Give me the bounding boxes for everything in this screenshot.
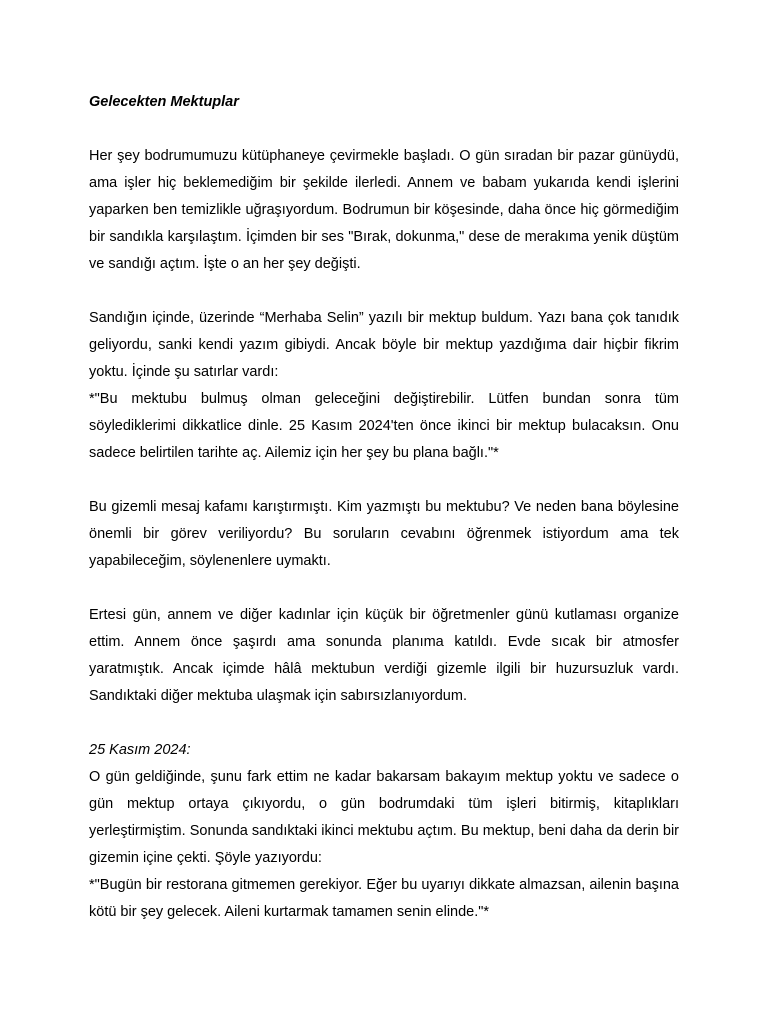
spacer xyxy=(89,710,679,737)
document-page xyxy=(89,89,679,926)
paragraph-basement: Her şey bodrumumuzu kütüphaneye çevirmekle başladı. O gün sıradan bir pazar günüydü, ama işler hiç beklemediğim bir şekilde ilerledi. Annem ve babam yukarıda kendi işlerini yaparken ben temizlikle uğraşıyordum. Bodrumun bir köşesinde, daha önce hiç görmediğim bir sandıkla karşılaştım. İçimden bir ses "Bırak, dokunma," dese de merakıma yenik düştüm ve sandığı açtım. İşte o an her şey değişti. xyxy=(89,148,679,272)
spacer xyxy=(89,116,679,143)
paragraph-teachers-day: Ertesi gün, annem ve diğer kadınlar için küçük bir öğretmenler günü kutlaması organize ettim. Annem önce şaşırdı ama sonunda planıma katıldı. Evde sıcak bir atmosfer yaratmıştık. Ancak içimde hâlâ mektubun verdiği gizemle ilgili bir huzursuzluk vardı. Sandıktaki diğer mektuba ulaşmak için sabırsızlanıyordum. xyxy=(89,607,679,704)
paragraph-second-letter-quote: *"Bugün bir restorana gitmemen gerekiyor. Eğer bu uyarıyı dikkate almazsan, ailenin başına kötü bir şey gelecek. Aileni kurtarmak tamamen senin elinde."* xyxy=(89,877,679,920)
paragraph-second-letter: O gün geldiğinde, şunu fark ettim ne kadar bakarsam bakayım mektup yoktu ve sadece o gün mektup ortaya çıkıyordu, o gün bodrumdaki tüm işleri bitirmiş, kitaplıkları yerleştirmiştim. Sonunda sandıktaki ikinci mektubu açtım. Bu mektup, beni daha da derin bir gizemin içine çekti. Şöyle yazıyordu: xyxy=(89,769,679,866)
spacer xyxy=(89,575,679,602)
paragraph-confusion: Bu gizemli mesaj kafamı karıştırmıştı. Kim yazmıştı bu mektubu? Ve neden bana böylesine önemli bir görev veriliyordu? Bu soruların cevabını öğrenmek istiyordum ama tek yapabileceğim, söylenenlere uymaktı. xyxy=(89,499,679,569)
document-title: Gelecekten Mektuplar xyxy=(89,94,239,110)
date-heading: 25 Kasım 2024: xyxy=(89,742,191,758)
paragraph-first-letter-quote: *"Bu mektubu bulmuş olman geleceğini değiştirebilir. Lütfen bundan sonra tüm söylediklerimi dikkatlice dinle. 25 Kasım 2024'ten önce ikinci bir mektup bulacaksın. Onu sadece belirtilen tarihte aç. Ailemiz için her şey bu plana bağlı."* xyxy=(89,391,679,461)
paragraph-letter-found: Sandığın içinde, üzerinde “Merhaba Selin” yazılı bir mektup buldum. Yazı bana çok tanıdık geliyordu, sanki kendi yazım gibiydi. Ancak böyle bir mektup yazdığıma dair hiçbir fikrim yoktu. İçinde şu satırlar vardı: xyxy=(89,310,679,380)
spacer xyxy=(89,278,679,305)
spacer xyxy=(89,467,679,494)
